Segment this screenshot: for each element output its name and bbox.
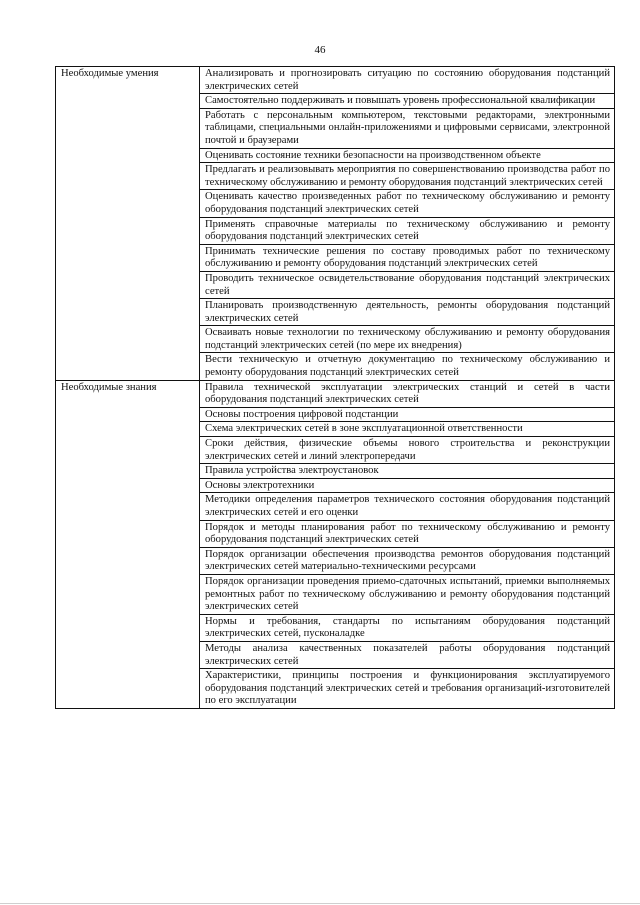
requirement-item: Оценивать качество произведенных работ по техническому обслуживанию и ремонту оборудования подстанций электрических сетей: [200, 190, 615, 217]
page-number: 46: [314, 44, 326, 56]
requirement-item: Нормы и требования, стандарты по испытаниям оборудования подстанций электрических сетей, пусконаладке: [200, 614, 615, 641]
requirement-item: Основы построения цифровой подстанции: [200, 407, 615, 422]
requirement-item: Вести техническую и отчетную документацию по техническому обслуживанию и ремонту оборудования подстанций электрических сетей: [200, 353, 615, 380]
requirement-item: Методики определения параметров технического состояния оборудования подстанций электрических сетей и его оценки: [200, 493, 615, 520]
requirement-item: Правила технической эксплуатации электрических станций и сетей в части оборудования подстанций электрических сетей: [200, 380, 615, 407]
requirement-item: Сроки действия, физические объемы нового строительства и реконструкции электрических сетей и линий электропередачи: [200, 437, 615, 464]
table-row: [56, 380, 615, 407]
requirements-table-body: [56, 67, 615, 709]
requirement-item: Оценивать состояние техники безопасности на производственном объекте: [200, 148, 615, 163]
requirement-item: Применять справочные материалы по техническому обслуживанию и ремонту оборудования подстанций электрических сетей: [200, 217, 615, 244]
requirement-item: Порядок организации обеспечения производства ремонтов оборудования подстанций электрических сетей материально-техническими ресурсами: [200, 547, 615, 574]
requirement-item: Методы анализа качественных показателей работы оборудования подстанций электрических сетей: [200, 641, 615, 668]
requirement-item: Самостоятельно поддерживать и повышать уровень профессиональной квалификации: [200, 94, 615, 109]
requirement-item: Анализировать и прогнозировать ситуацию по состоянию оборудования подстанций электрических сетей: [200, 67, 615, 94]
requirement-item: Осваивать новые технологии по техническому обслуживанию и ремонту оборудования подстанций электрических сетей (по мере их внедрения): [200, 326, 615, 353]
requirement-item: Схема электрических сетей в зоне эксплуатационной ответственности: [200, 422, 615, 437]
requirement-item: Планировать производственную деятельность, ремонты оборудования подстанций электрических сетей: [200, 299, 615, 326]
section-label: Необходимые знания: [56, 380, 200, 708]
requirement-item: Работать с персональным компьютером, текстовыми редакторами, электронными таблицами, специальными онлайн-приложениями и цифровыми сервисами, электронной почтой и браузерами: [200, 108, 615, 148]
requirement-item: Основы электротехники: [200, 478, 615, 493]
requirement-item: Характеристики, принципы построения и функционирования эксплуатируемого оборудования подстанций электрических сетей и требования организаций-изготовителей по его эксплуатации: [200, 669, 615, 709]
requirement-item: Проводить техническое освидетельствование оборудования подстанций электрических сетей: [200, 271, 615, 298]
requirements-table: [55, 66, 615, 709]
requirement-item: Порядок и методы планирования работ по техническому обслуживанию и ремонту оборудования подстанций электрических сетей: [200, 520, 615, 547]
requirement-item: Порядок организации проведения приемо-сдаточных испытаний, приемки выполняемых ремонтных работ по техническому обслуживанию и ремонту оборудования подстанций электрических сетей: [200, 574, 615, 614]
page-bottom-rule: [0, 903, 640, 904]
section-label: Необходимые умения: [56, 67, 200, 381]
requirement-item: Правила устройства электроустановок: [200, 464, 615, 479]
table-row: [56, 67, 615, 94]
requirement-item: Принимать технические решения по составу проводимых работ по техническому обслуживанию и ремонту оборудования подстанций электрических сетей: [200, 244, 615, 271]
requirement-item: Предлагать и реализовывать мероприятия по совершенствованию производства работ по техническому обслуживанию и ремонту оборудования подстанций электрических сетей: [200, 163, 615, 190]
